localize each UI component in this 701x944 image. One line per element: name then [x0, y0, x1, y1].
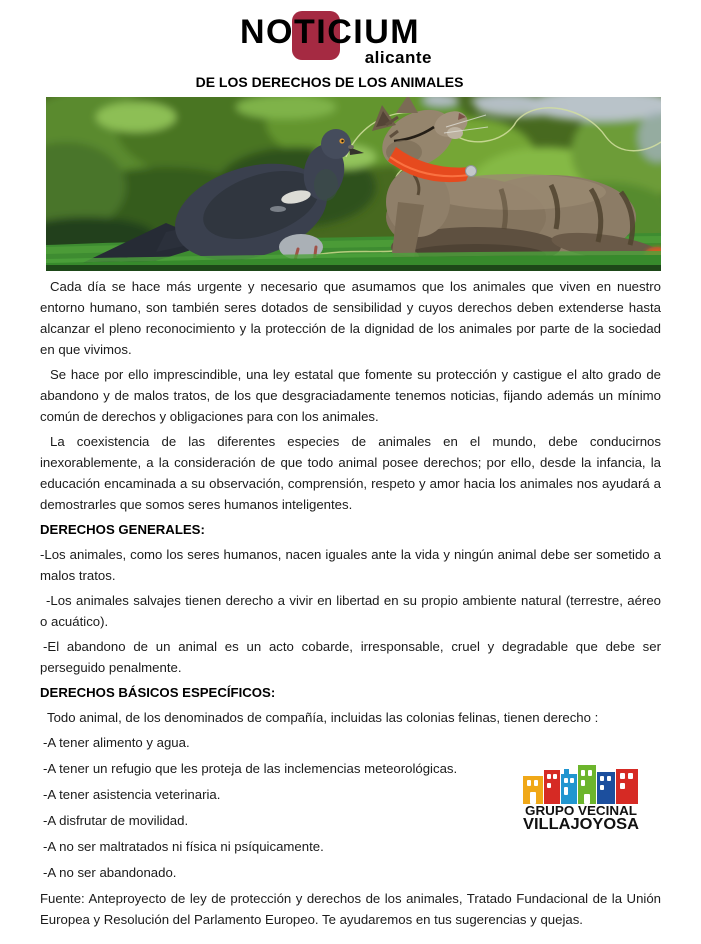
list-item: -A no ser abandonado. — [43, 865, 177, 880]
vecinal-logo — [520, 762, 652, 832]
building-skyline — [523, 765, 638, 804]
section-heading-derechos-basicos: DERECHOS BÁSICOS ESPECÍFICOS: — [40, 685, 276, 700]
noticium-wordmark: NOTICIUM — [240, 13, 421, 51]
list-item: -A tener un refugio que les proteja de las inclemencias meteorológicas. — [43, 761, 458, 776]
article-photo — [46, 97, 661, 271]
vecinal-logo-line2: VILLAJOYOSA — [523, 816, 639, 832]
list-item: -A tener asistencia veterinaria. — [43, 787, 221, 802]
paragraph: Se hace por ello imprescindible, una ley estatal que fomente su protección y castigue el alto grado de abandono y de malos tratos, de los que desgraciadamente tenemos noticias, fijando además un mínimo común de derechos y obligaciones para con los animales. — [40, 367, 661, 424]
vecinal-logo-line1: GRUPO VECINAL — [525, 804, 638, 818]
list-item: -Los animales, como los seres humanos, nacen iguales ante la vida y ningún animal debe ser sometido a malos tratos. — [40, 547, 661, 583]
section-heading-derechos-generales: DERECHOS GENERALES: — [40, 522, 205, 537]
list-item: -A disfrutar de movilidad. — [43, 813, 189, 828]
noticium-logo — [240, 14, 432, 66]
list-item: -El abandono de un animal es un acto cobarde, irresponsable, cruel y degradable que debe ser perseguido penalmente. — [40, 639, 661, 675]
page-title: DE LOS DERECHOS DE LOS ANIMALES — [195, 74, 464, 90]
paragraph: Cada día se hace más urgente y necesario que asumamos que los animales que viven en nuestro entorno humano, son también seres dotados de sensibilidad y cuyos derechos deben extenderse hasta alcanzar el pleno reconocimiento y la protección de la dignidad de los animales por parte de la sociedad en que vivimos. — [40, 279, 661, 357]
paragraph: La coexistencia de las diferentes especies de animales en el mundo, debe conducirnos inexorablemente, a la consideración de que todo animal posee derechos; por ello, desde la infancia, la educación encaminada a su observación, comprensión, respeto y amor hacia los animales nos ayudará a demostrarles que somos seres humanos inteligentes. — [40, 434, 661, 512]
header — [0, 0, 701, 74]
buildings-icon — [520, 762, 652, 832]
list-intro: Todo animal, de los denominados de compañía, incluidas las colonias felinas, tienen derecho : — [47, 710, 599, 725]
list-item: -A no ser maltratados ni física ni psíquicamente. — [43, 839, 324, 854]
noticium-subtitle: alicante — [364, 48, 432, 67]
list-item: -A tener alimento y agua. — [43, 735, 190, 750]
list-item: -Los animales salvajes tienen derecho a vivir en libertad en su propio ambiente natural (terrestre, aéreo o acuático). — [40, 593, 661, 629]
source-note: Fuente: Anteproyecto de ley de protección y derechos de los animales, Tratado Fundacional de la Unión Europea y Resolución del Parlamento Europeo. Te ayudaremos en tus sugerencias y quejas. — [40, 891, 661, 927]
